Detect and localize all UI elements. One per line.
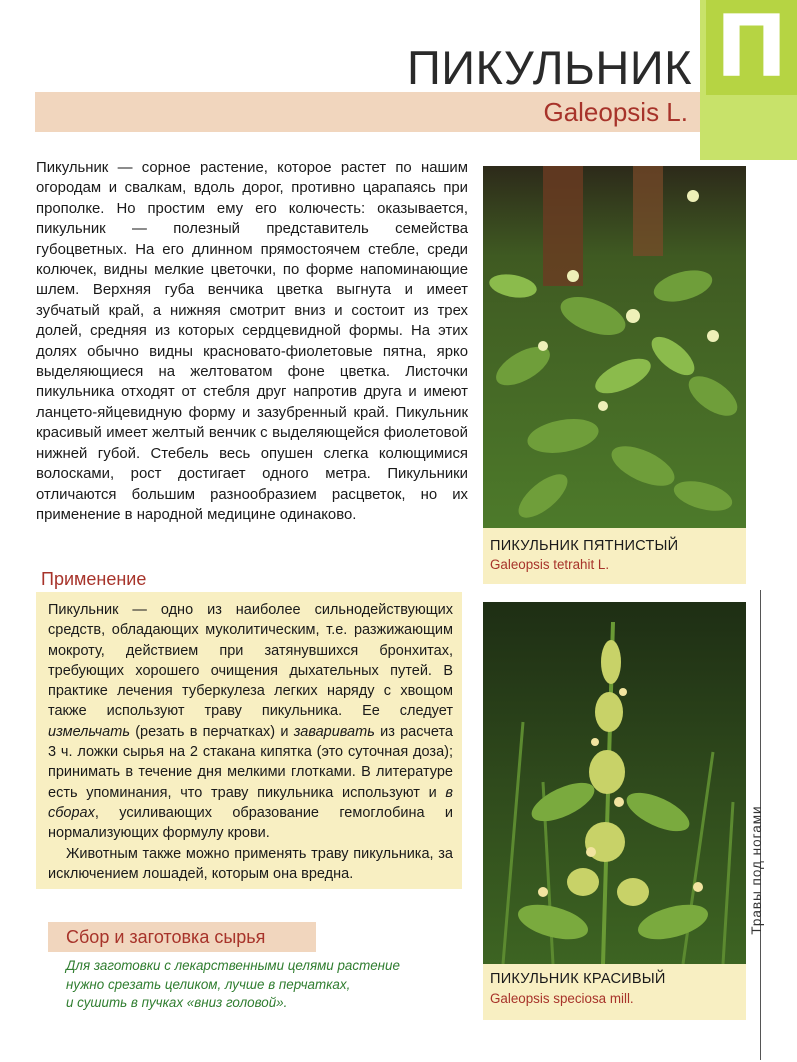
italic-run: измельчать <box>48 723 130 740</box>
photo-caption-name: ПИКУЛЬНИК ПЯТНИСТЫЙ <box>490 538 679 554</box>
text-run: из расчета 3 ч. ложки сырья на 2 стакана кипятка (это суточная доза); принимать в течение дня мелкими глотками. В литературе есть упоминания, что траву пикульника используют и <box>48 723 453 801</box>
application-heading: Применение <box>41 569 147 589</box>
photo-caption-latin: Galeopsis tetrahit L. <box>490 557 610 572</box>
page-title: ПИКУЛЬНИК <box>406 41 692 94</box>
application-paragraph-2: Животным также можно применять траву пикульника, за исключением лошадей, которым она вредна. <box>48 845 453 882</box>
text-run: Пикульник — одно из наиболее сильнодействующих средств, обладающих муколитическим, т.е. разжижающим мокроту, действием при затянувшихся бронхитах, требующих хорошего очищения дыхательных путей. В практике лечения туберкулеза легких наряду с хвощом также используют траву пикульника. Ее следует <box>48 602 453 720</box>
main-description <box>36 158 468 525</box>
harvest-heading: Сбор и заготовка сырья <box>66 927 266 947</box>
text-run: , усиливающих образование гемоглобина и нормализующих формулу крови. <box>48 804 453 842</box>
application-heading-bar <box>36 566 462 593</box>
photo-galeopsis-speciosa <box>483 602 746 964</box>
application-text <box>48 600 453 884</box>
harvest-line: и сушить в пучках «вниз головой». <box>66 995 288 1010</box>
italic-run: в сборах <box>48 784 453 821</box>
application-paragraph <box>48 600 453 844</box>
latin-title: Galeopsis L. <box>543 97 688 127</box>
section-letter: П <box>715 0 788 97</box>
harvest-line: нужно срезать целиком, лучше в перчатках, <box>66 976 351 992</box>
photo-caption-latin: Galeopsis speciosa mill. <box>490 991 634 1006</box>
section-side-label: Травы под ногами <box>749 805 764 935</box>
photo-caption-name: ПИКУЛЬНИК КРАСИВЫЙ <box>490 971 666 987</box>
photo-galeopsis-tetrahit <box>483 166 746 528</box>
harvest-line: Для заготовки с лекарственными целями растение <box>66 958 400 973</box>
main-paragraph: Пикульник — сорное растение, которое растет по нашим огородам и свалкам, вдоль дорог, противно царапаясь при прополке. Но простим ему его колючесть: оказывается, пикульник — полезный представитель семейства губоцветных. На его длинном прямостоячем стебле, среди колючек, видны мелкие цветочки, по форме напоминающие шлем. Верхняя губа венчика цветка выгнута и имеет зубчатый край, а нижняя смотрит вниз и состоит из трех долей, средняя из которых сердцевидной формы. На этих долях обычно видны красновато-фиолетовые пятна, ярко выделяющиеся на желтоватом фоне цветка. Листочки пикульника отходят от стебля друг напротив друга и имеют ланцето-яйцевидную форму и зазубренный край. Пикульник красивый имеет желтый венчик с выделяющейся фиолетовой нижней губой. Стебель весь опушен слегка колющимися волосками, рост достигает одного метра. Пикульники отличаются большим разнообразием расцветок, но их применение в народной медицине одинаково. <box>36 160 468 523</box>
harvest-text <box>66 957 456 1013</box>
text-run: (резать в перчатках) и <box>129 723 294 740</box>
italic-run: заваривать <box>293 723 375 740</box>
